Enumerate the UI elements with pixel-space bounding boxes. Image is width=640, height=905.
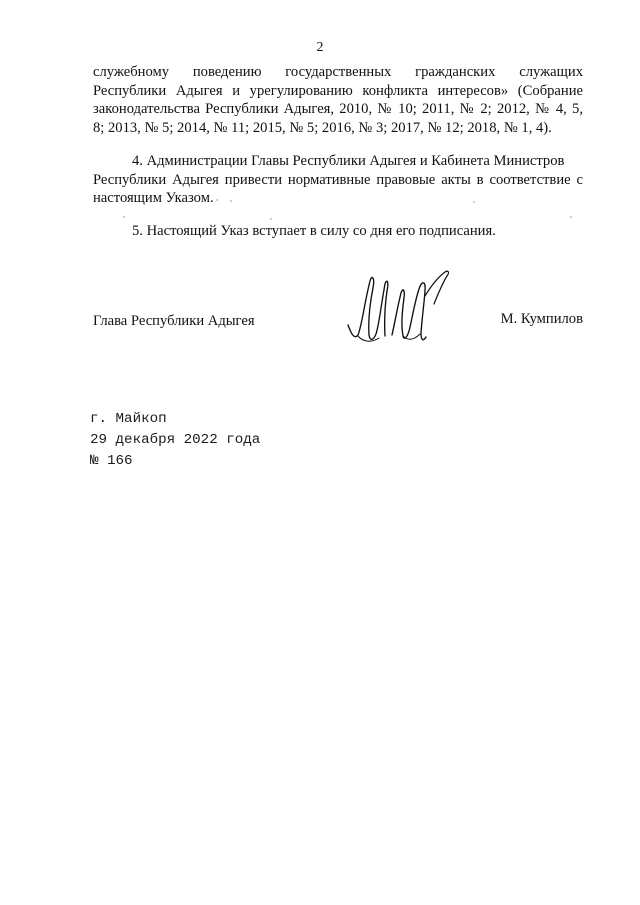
paragraph-line: 5. Настоящий Указ вступает в силу со дня его подписания. [132, 223, 496, 239]
handwritten-signature [344, 270, 452, 352]
paragraph-4 [93, 152, 583, 208]
scan-artifact [570, 216, 572, 218]
scan-artifact [270, 218, 272, 220]
paragraph-line: 4. Администрации Главы Республики Адыгея и Кабинета Министров [132, 153, 565, 169]
signature-block [93, 308, 583, 340]
paragraph-line: 8; 2013, № 5; 2014, № 11; 2015, № 5; 2016, № 3; 2017, № 12; 2018, № 1, 4). [93, 119, 552, 136]
paragraph-continuation [93, 63, 583, 137]
signer-name: М. Кумпилов [500, 311, 583, 327]
scan-artifact [230, 200, 232, 202]
page-number: 2 [316, 40, 324, 55]
document-footer [90, 409, 260, 472]
paragraph-line: настоящим Указом. [93, 190, 214, 206]
paragraph-line: Республики Адыгея и урегулированию конфликта интересов» (Собрание [93, 82, 583, 99]
paragraph-line: законодательства Республики Адыгея, 2010, № 10; 2011, № 2; 2012, № 4, 5, [93, 101, 583, 117]
footer-number: № 166 [90, 453, 133, 469]
paragraph-line: служебному поведению государственных гражданских служащих [93, 64, 583, 80]
paragraph-line: Республики Адыгея привести нормативные правовые акты в соответствие с [93, 171, 583, 188]
scan-artifact [216, 199, 218, 201]
footer-city: г. Майкоп [90, 411, 167, 427]
paragraph-5 [93, 222, 583, 241]
signer-position: Глава Республики Адыгея [93, 313, 255, 329]
scan-artifact [473, 201, 475, 203]
footer-date: 29 декабря 2022 года [90, 432, 261, 448]
scan-artifact [123, 216, 125, 218]
